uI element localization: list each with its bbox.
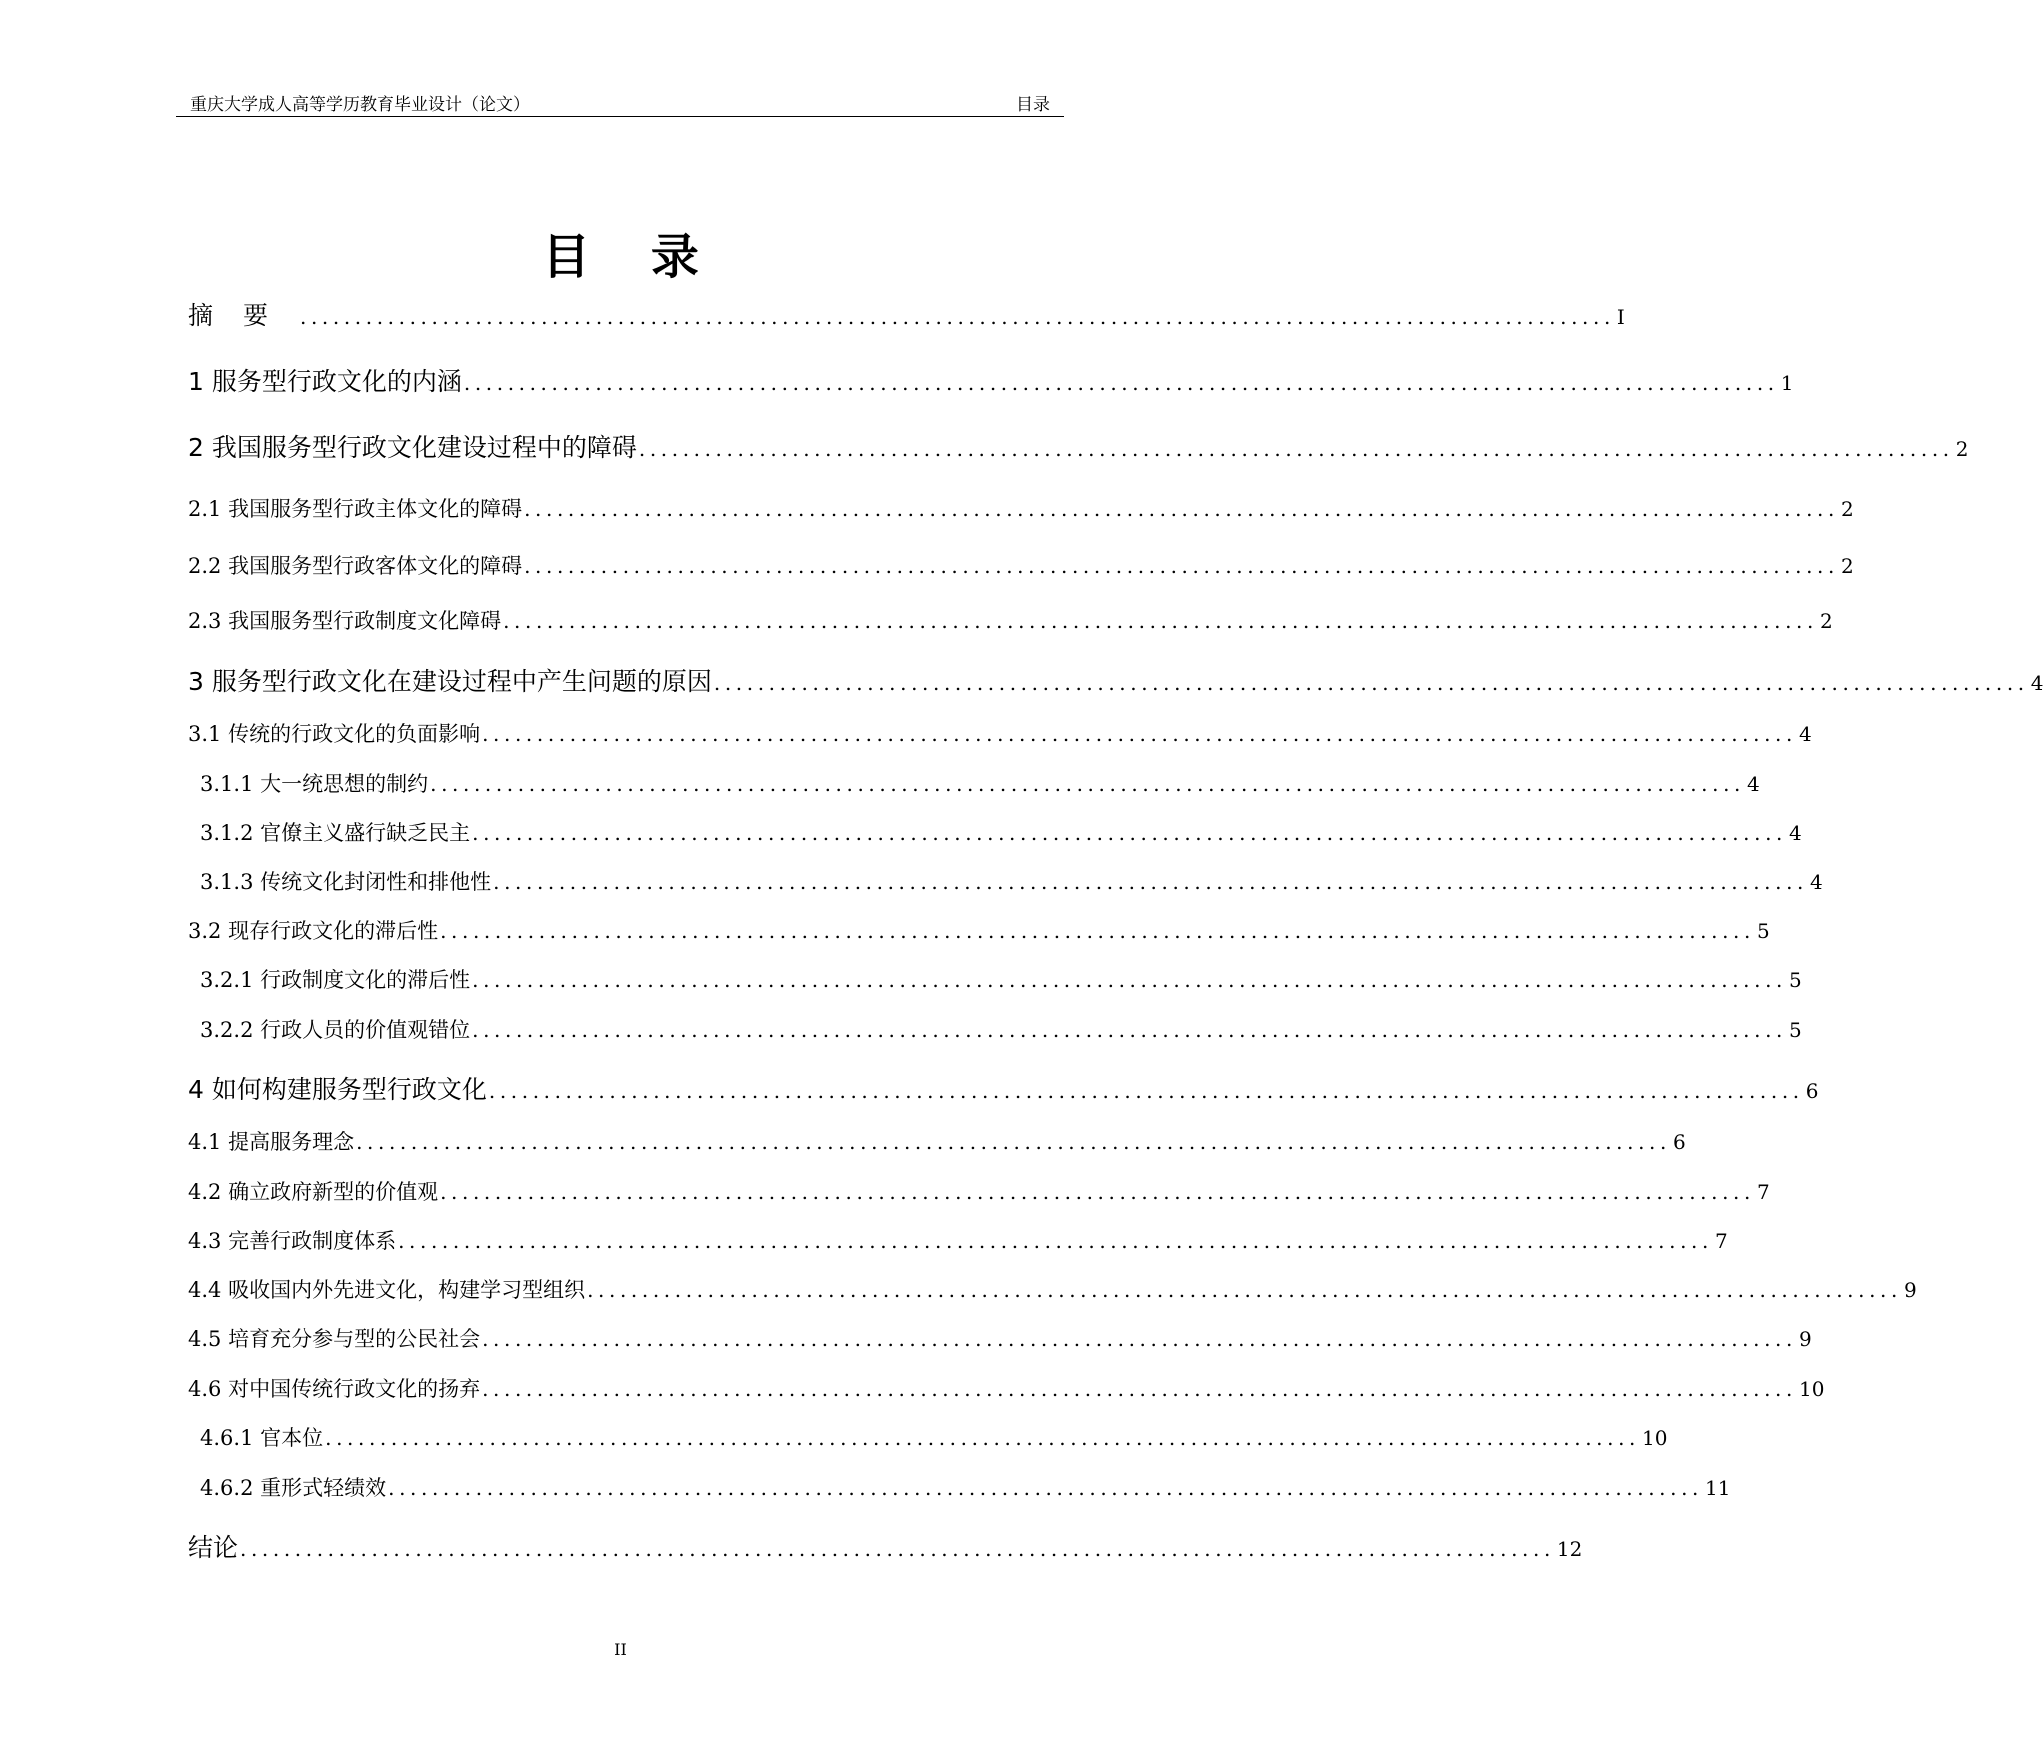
header-section-name: 目录 [1016,95,1050,115]
toc-entry[interactable] [188,915,1770,945]
toc-leader-dots: ........................................................................................................................ [587,1278,1902,1302]
toc-entry-page: 11 [1705,1476,1731,1500]
toc-leader-dots: ........................................................................................................................ [638,437,1954,461]
toc-entry[interactable] [188,1014,1802,1044]
toc-entry-label: 4.6 对中国传统行政文化的扬弃 [188,1377,481,1401]
toc-leader-dots: ........................................................................................................................ [524,497,1839,521]
toc-entry-page: 5 [1789,1018,1802,1042]
toc-entry-label: 结论 [188,1533,239,1562]
toc-leader-dots: ........................................................................................................................ [472,1018,1787,1042]
toc-entry-page: 4 [2030,671,2043,695]
toc-entry-label: 摘要 [188,301,299,330]
toc-entry-label: 2 我国服务型行政文化建设过程中的障碍 [188,433,637,462]
toc-leader-dots: ........................................................................................................................ [240,1537,1555,1561]
toc-entry[interactable] [188,1528,1583,1564]
toc-leader-dots: ........................................................................................................................ [488,1079,1804,1103]
toc-entry[interactable] [188,866,1823,896]
toc-entry-page: 10 [1798,1377,1825,1401]
toc-entry-page: 1 [1780,371,1794,395]
toc-entry-page: I [1616,305,1625,329]
header-thesis-title: 重庆大学成人高等学历教育毕业设计（论文） [190,95,530,115]
toc-entry-label: 2.2 我国服务型行政客体文化的障碍 [188,554,523,578]
toc-leader-dots: ........................................................................................................................ [300,305,1615,329]
toc-entry-page: 7 [1714,1229,1728,1253]
toc-entry-label: 4.2 确立政府新型的价值观 [188,1180,439,1204]
toc-leader-dots: ........................................................................................................................ [430,772,1745,796]
toc-entry[interactable] [188,428,1969,464]
toc-leader-dots: ........................................................................................................................ [440,1180,1755,1204]
toc-entry[interactable] [188,1472,1731,1502]
toc-entry-page: 6 [1672,1130,1686,1154]
toc-leader-dots: ........................................................................................................................ [356,1130,1671,1154]
toc-entry[interactable] [188,1323,1812,1353]
toc-entry[interactable] [188,768,1760,798]
toc-leader-dots: ........................................................................................................................ [472,821,1787,845]
toc-entry-page: 2 [1955,437,1969,461]
toc-entry[interactable] [188,1070,1819,1106]
toc-entry-page: 4 [1789,821,1802,845]
toc-leader-dots: ........................................................................................................................ [325,1426,1640,1450]
toc-leader-dots: ........................................................................................................................ [398,1229,1713,1253]
toc-entry-page: 6 [1805,1079,1819,1103]
toc-entry-label: 3.2.1 行政制度文化的滞后性 [200,968,471,992]
toc-entry-page: 5 [1789,968,1802,992]
toc-entry-label: 2.1 我国服务型行政主体文化的障碍 [188,497,523,521]
toc-entry-label: 4.5 培育充分参与型的公民社会 [188,1327,481,1351]
toc-entry-page: 2 [1819,609,1833,633]
toc-leader-dots: ........................................................................................................................ [472,968,1787,992]
toc-entry[interactable] [188,718,1812,748]
toc-leader-dots: ........................................................................................................................ [482,1327,1797,1351]
toc-entry[interactable] [188,1422,1668,1452]
page-number: II [614,1640,627,1659]
toc-entry-label: 3.1.1 大一统思想的制约 [200,772,429,796]
toc-entry-label: 3.1.3 传统文化封闭性和排他性 [200,870,492,894]
toc-entry[interactable] [188,493,1854,523]
toc-entry-label: 4.4 吸收国内外先进文化，构建学习型组织 [188,1278,586,1302]
toc-entry-page: 4 [1747,772,1760,796]
toc-leader-dots: ........................................................................................................................ [503,609,1818,633]
toc-entry[interactable] [188,964,1802,994]
toc-entry[interactable] [188,662,2043,698]
toc-leader-dots: ........................................................................................................................ [713,671,2029,695]
toc-entry-page: 10 [1642,1426,1668,1450]
toc-entry[interactable] [188,817,1802,847]
toc-entry-page: 4 [1810,870,1823,894]
page-title: 目 录 [542,229,721,285]
toc-leader-dots: ........................................................................................................................ [440,919,1755,943]
toc-entry-label: 4.1 提高服务理念 [188,1130,355,1154]
toc-entry[interactable] [188,296,1625,332]
toc-entry[interactable] [188,1274,1917,1304]
toc-leader-dots: ........................................................................................................................ [482,722,1797,746]
toc-entry[interactable] [188,1225,1728,1255]
running-header [176,88,1064,117]
toc-entry-page: 2 [1840,497,1854,521]
toc-entry[interactable] [188,362,1794,398]
toc-entry-label: 2.3 我国服务型行政制度文化障碍 [188,609,502,633]
toc-entry-label: 3.1.2 官僚主义盛行缺乏民主 [200,821,471,845]
toc-leader-dots: ........................................................................................................................ [524,554,1839,578]
toc-entry-page: 9 [1798,1327,1812,1351]
toc-entry[interactable] [188,1176,1770,1206]
toc-entry-label: 1 服务型行政文化的内涵 [188,367,462,396]
toc-entry-label: 4.6.1 官本位 [200,1426,324,1450]
toc-leader-dots: ........................................................................................................................ [463,371,1779,395]
toc-entry[interactable] [188,1126,1686,1156]
toc-entry-page: 5 [1756,919,1770,943]
toc-entry-page: 4 [1798,722,1812,746]
toc-entry-page: 9 [1903,1278,1917,1302]
toc-entry-label: 3.2.2 行政人员的价值观错位 [200,1018,471,1042]
toc-entry-label: 3.1 传统的行政文化的负面影响 [188,722,481,746]
toc-entry-label: 4.3 完善行政制度体系 [188,1229,397,1253]
toc-entry[interactable] [188,605,1833,635]
toc-leader-dots: ........................................................................................................................ [493,870,1808,894]
toc-entry-page: 12 [1556,1537,1583,1561]
toc-entry-label: 4.6.2 重形式轻绩效 [200,1476,387,1500]
toc-entry[interactable] [188,550,1854,580]
toc-entry-page: 2 [1840,554,1854,578]
toc-entry-label: 3 服务型行政文化在建设过程中产生问题的原因 [188,667,712,696]
toc-entry-page: 7 [1756,1180,1770,1204]
toc-leader-dots: ........................................................................................................................ [482,1377,1797,1401]
toc-entry-label: 3.2 现存行政文化的滞后性 [188,919,439,943]
toc-entry-label: 4 如何构建服务型行政文化 [188,1075,487,1104]
toc-entry[interactable] [188,1373,1825,1403]
toc-leader-dots: ........................................................................................................................ [388,1476,1703,1500]
